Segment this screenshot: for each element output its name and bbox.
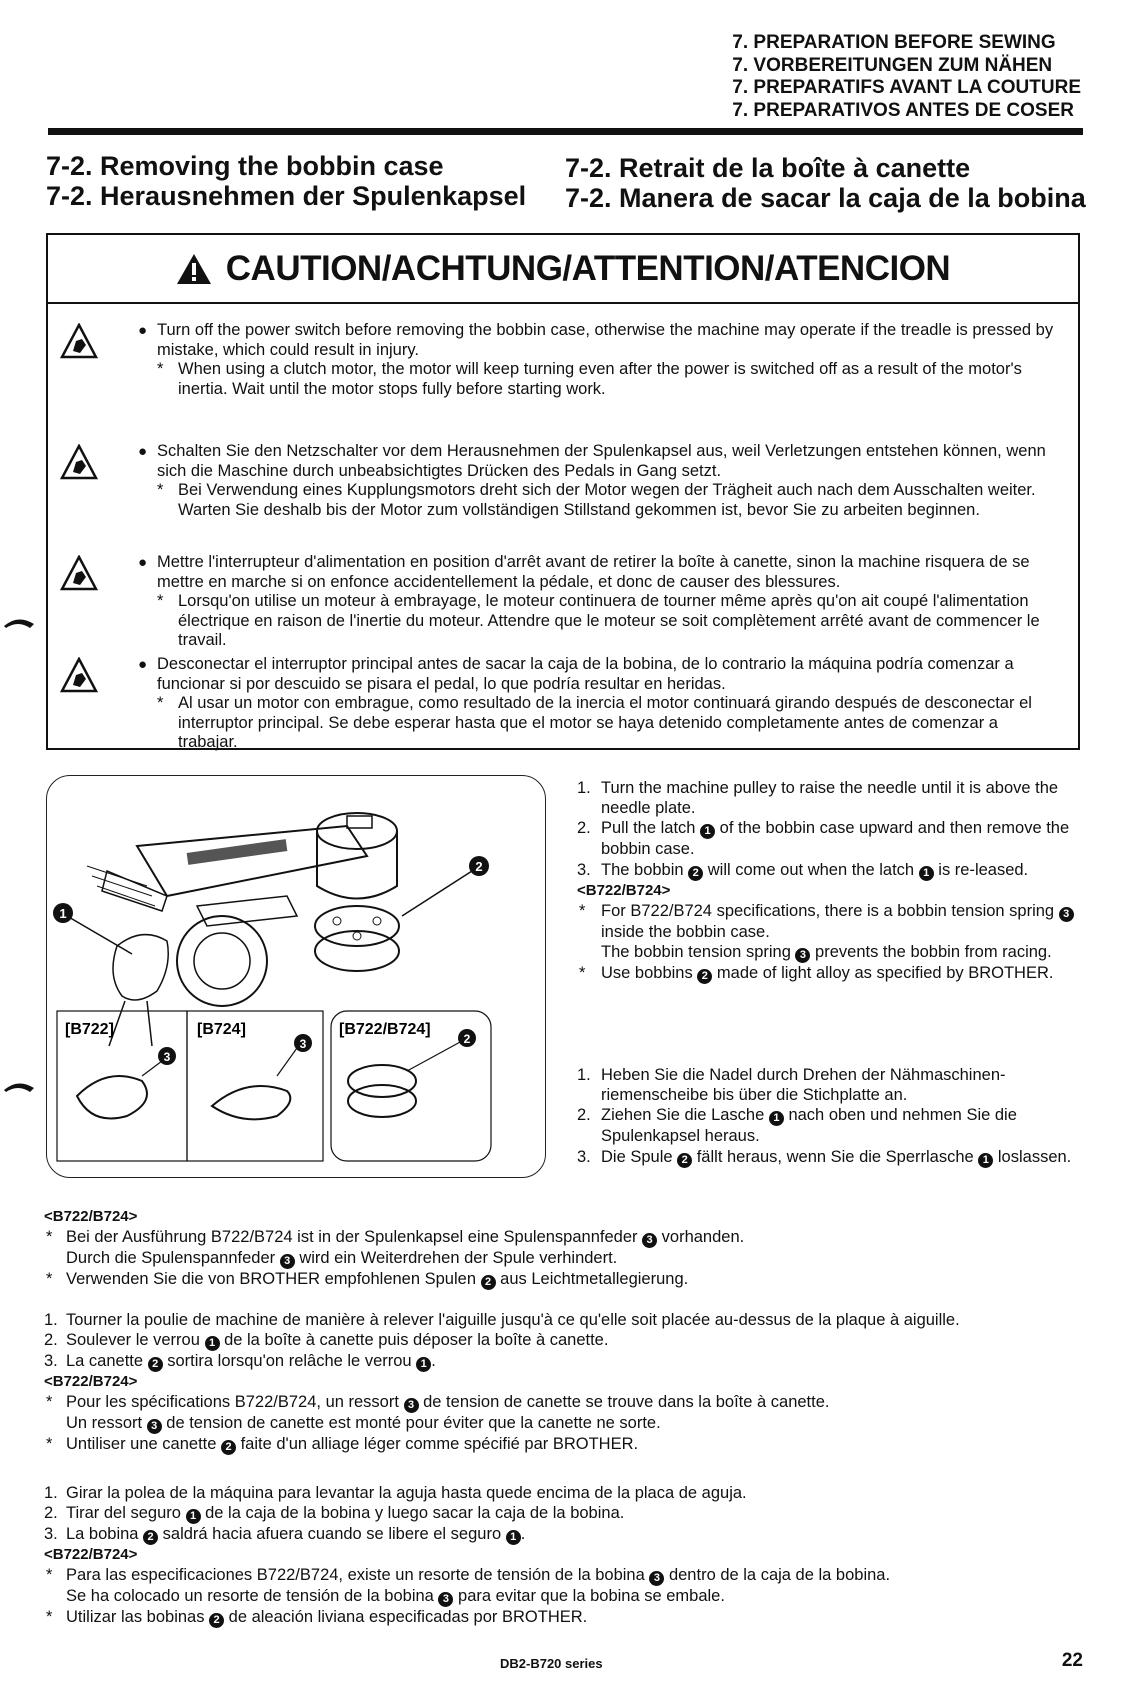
callout-badge: 3 — [649, 1571, 664, 1586]
step-item: 1. Girar la polea de la máquina para levantar la aguja hasta quede encima de la placa de aguja. — [44, 1484, 747, 1502]
note-item: * Untiliser une canette 2 faite d'un alliage léger comme spécifié par BROTHER. — [44, 1434, 1084, 1455]
note-item: The bobbin tension spring 3 prevents the bobbin from racing. — [601, 943, 1052, 962]
warning-main-text: ● Turn off the power switch before removing the bobbin case, otherwise the machine may operate if the treadle is pressed by mistake, which could result in injury. — [138, 321, 1060, 360]
note-item: Se ha colocado un resorte de tensión de la bobina 3 para evitar que la bobina se embale. — [66, 1587, 725, 1606]
caution-title: CAUTION/ACHTUNG/ATTENTION/ATENCION — [225, 248, 951, 288]
section-title-de: 7-2. Herausnehmen der Spulenkapsel — [46, 181, 527, 211]
callout-1-label: 1 — [59, 906, 67, 921]
callout-badge: 1 — [769, 1111, 784, 1126]
note-item: * Use bobbins 2 made of light alloy as specified by BROTHER. — [577, 963, 1083, 984]
section-title-fr: 7-2. Retrait de la boîte à canette — [565, 153, 971, 183]
french-instructions — [44, 1310, 1084, 1455]
hand-warning-icon — [60, 323, 98, 359]
step-item: 3. La bobina 2 saldrá hacia afuera cuando se libere el seguro 1 . — [44, 1525, 526, 1544]
callout-badge: 1 — [506, 1530, 521, 1545]
callout-badge: 1 — [186, 1509, 201, 1524]
warning-sub-text: * When using a clutch motor, the motor will keep turning even after the power is switched off as a result of the motor's inertia. Wait until the motor stops fully before starting work. — [138, 360, 1060, 399]
callout-badge: 2 — [481, 1275, 496, 1290]
warning-main-text: ● Schalten Sie den Netzschalter vor dem Herausnehmen der Spulenkapsel aus, weil Verletzungen entstehen können, wenn sich die Maschine durch unbeabsichtigtes Drücken des Pedals in Gang setzt. — [138, 442, 1060, 481]
warning-sub-text: * Lorsqu'on utilise un moteur à embrayage, le moteur continuera de tourner même après qu'on ait coupé l'alimentation électrique en raison de l'inertie du moteur. Attendre que le moteur se soit complètement arrêté avant de commencer le travail. — [138, 592, 1060, 651]
panel-label-b722: [B722] — [65, 1021, 114, 1038]
callout-badge: 2 — [677, 1153, 692, 1168]
note-item: * Bei der Ausführung B722/B724 ist in der Spulenkapsel eine Spulenspannfeder 3 vorhanden. — [44, 1227, 1084, 1248]
callout-2-label: 2 — [463, 1032, 471, 1046]
german-instructions — [577, 1065, 1083, 1168]
callout-badge: 2 — [697, 969, 712, 984]
caution-box — [46, 233, 1080, 750]
step-item: 2. Pull the latch 1 of the bobbin case upward and then remove the bobbin case. — [577, 819, 1070, 859]
note-item: * Utilizar las bobinas 2 de aleación liviana especificadas por BROTHER. — [44, 1607, 1084, 1628]
warning-main-text: ● Mettre l'interrupteur d'alimentation en position d'arrêt avant de retirer la boîte à canette, sinon la machine risquera de se mettre en marche si on enfonce accidentellement la pédale, et donc de causer des blessures. — [138, 553, 1060, 592]
panel-label-b724: [B724] — [197, 1021, 246, 1038]
chapter-title-fr: 7. PREPARATIFS AVANT LA COUTURE — [732, 77, 1081, 98]
step-item: 1. Turn the machine pulley to raise the needle until it is above the needle plate. — [577, 779, 1059, 818]
callout-badge: 3 — [147, 1419, 162, 1434]
callout-badge: 2 — [143, 1530, 158, 1545]
bobbin-case-drawing — [47, 776, 544, 1176]
callout-badge: 2 — [221, 1440, 236, 1455]
footer-series: DB2-B720 series — [500, 1656, 603, 1671]
section-title-en: 7-2. Removing the bobbin case — [46, 151, 444, 181]
note-item: * For B722/B724 specifications, there is a bobbin tension spring 3 inside the bobbin case. — [577, 901, 1083, 942]
warning-sub-text: * Bei Verwendung eines Kupplungsmotors dreht sich der Motor wegen der Trägheit auch nach dem Ausschalten weiter. Warten Sie deshalb bis der Motor zum vollständigen Stillstand gekommen ist, bevor Sie zu arbeiten beginnen. — [138, 481, 1060, 520]
callout-badge: 2 — [148, 1357, 163, 1372]
warning-sub-text: * Al usar un motor con embrague, como resultado de la inercia el motor continuará girando después de desconectar el interruptor principal. Se debe esperar hasta que el motor se haya detenido completamente antes de comenzar a trabajar. — [138, 694, 1060, 753]
spanish-instructions — [44, 1483, 1084, 1628]
spec-tag: <B722/B724> — [44, 1546, 138, 1564]
step-item: 1. Heben Sie die Nadel durch Drehen der Nähmaschinen-riemenscheibe bis über die Stichplatte an. — [577, 1066, 1006, 1105]
callout-badge: 1 — [978, 1153, 993, 1168]
note-item: * Para las especificaciones B722/B724, existe un resorte de tensión de la bobina 3 dentro de la caja de la bobina. — [44, 1565, 1084, 1586]
margin-mark-icon — [0, 1076, 40, 1096]
callout-badge: 1 — [919, 866, 934, 881]
callout-3-label: 3 — [163, 1050, 171, 1064]
callout-badge: 3 — [438, 1592, 453, 1607]
german-notes — [44, 1207, 1084, 1290]
panel-label-b722-b724: [B722/B724] — [339, 1021, 431, 1038]
chapter-title-de: 7. VORBEREITUNGEN ZUM NÄHEN — [732, 54, 1053, 76]
bobbin-case-illustration — [46, 775, 546, 1178]
hand-warning-icon — [60, 657, 98, 693]
callout-badge: 1 — [205, 1336, 220, 1351]
chapter-header — [732, 32, 1081, 122]
callout-badge: 3 — [642, 1233, 657, 1248]
margin-mark-icon — [0, 612, 40, 632]
note-item: * Verwenden Sie die von BROTHER empfohlenen Spulen 2 aus Leichtmetallegierung. — [44, 1269, 1084, 1290]
chapter-title-es: 7. PREPARATIVOS ANTES DE COSER — [732, 99, 1074, 121]
note-item: * Pour les spécifications B722/B724, un ressort 3 de tension de canette se trouve dans la boîte à canette. — [44, 1392, 1084, 1413]
callout-badge: 3 — [1059, 907, 1074, 922]
step-item: 3. The bobbin 2 will come out when the latch 1 is re-leased. — [577, 860, 1029, 879]
callout-3-label: 3 — [299, 1037, 307, 1051]
warning-triangle-icon — [176, 253, 212, 285]
callout-badge: 3 — [795, 948, 810, 963]
hand-warning-icon — [60, 555, 98, 591]
spec-tag: <B722/B724> — [44, 1373, 138, 1391]
callout-2-label: 2 — [475, 859, 483, 874]
spec-tag: <B722/B724> — [577, 881, 671, 899]
section-title-es: 7-2. Manera de sacar la caja de la bobina — [565, 183, 1086, 213]
step-item: 3. La canette 2 sortira lorsqu'on relâche le verrou 1 . — [44, 1352, 436, 1371]
warning-main-text: ● Desconectar el interruptor principal antes de sacar la caja de la bobina, de lo contrario la máquina podría comenzar a funcionar si por descuido se pisara el pedal, lo que podría resultar en heridas. — [138, 655, 1060, 694]
note-item: Durch die Spulenspannfeder 3 wird ein Weiterdrehen der Spule verhindert. — [66, 1249, 618, 1268]
caution-title-bar — [48, 235, 1078, 304]
callout-badge: 2 — [688, 866, 703, 881]
step-item: 1. Tourner la poulie de machine de manière à relever l'aiguille jusqu'à ce qu'elle soit placée au-dessus de la plaque à aiguille. — [44, 1311, 960, 1329]
callout-badge: 3 — [280, 1254, 295, 1269]
chapter-title-en: 7. PREPARATION BEFORE SEWING — [732, 32, 1056, 53]
callout-badge: 3 — [404, 1398, 419, 1413]
callout-badge: 1 — [700, 824, 715, 839]
step-item: 2. Soulever le verrou 1 de la boîte à canette puis déposer la boîte à canette. — [44, 1331, 609, 1350]
hand-warning-icon — [60, 444, 98, 480]
header-rule — [48, 128, 1083, 135]
step-item: 3. Die Spule 2 fällt heraus, wenn Sie die Sperrlasche 1 loslassen. — [577, 1147, 1072, 1166]
step-item: 2. Tirar del seguro 1 de la caja de la bobina y luego sacar la caja de la bobina. — [44, 1504, 625, 1523]
page-number: 22 — [1061, 1650, 1083, 1671]
spec-tag: <B722/B724> — [44, 1208, 138, 1225]
callout-badge: 2 — [209, 1613, 224, 1628]
english-instructions — [577, 778, 1083, 984]
note-item: Un ressort 3 de tension de canette est monté pour éviter que la canette ne sorte. — [66, 1414, 661, 1433]
step-item: 2. Ziehen Sie die Lasche 1 nach oben und nehmen Sie die Spulenkapsel heraus. — [577, 1106, 1017, 1146]
callout-badge: 1 — [416, 1357, 431, 1372]
